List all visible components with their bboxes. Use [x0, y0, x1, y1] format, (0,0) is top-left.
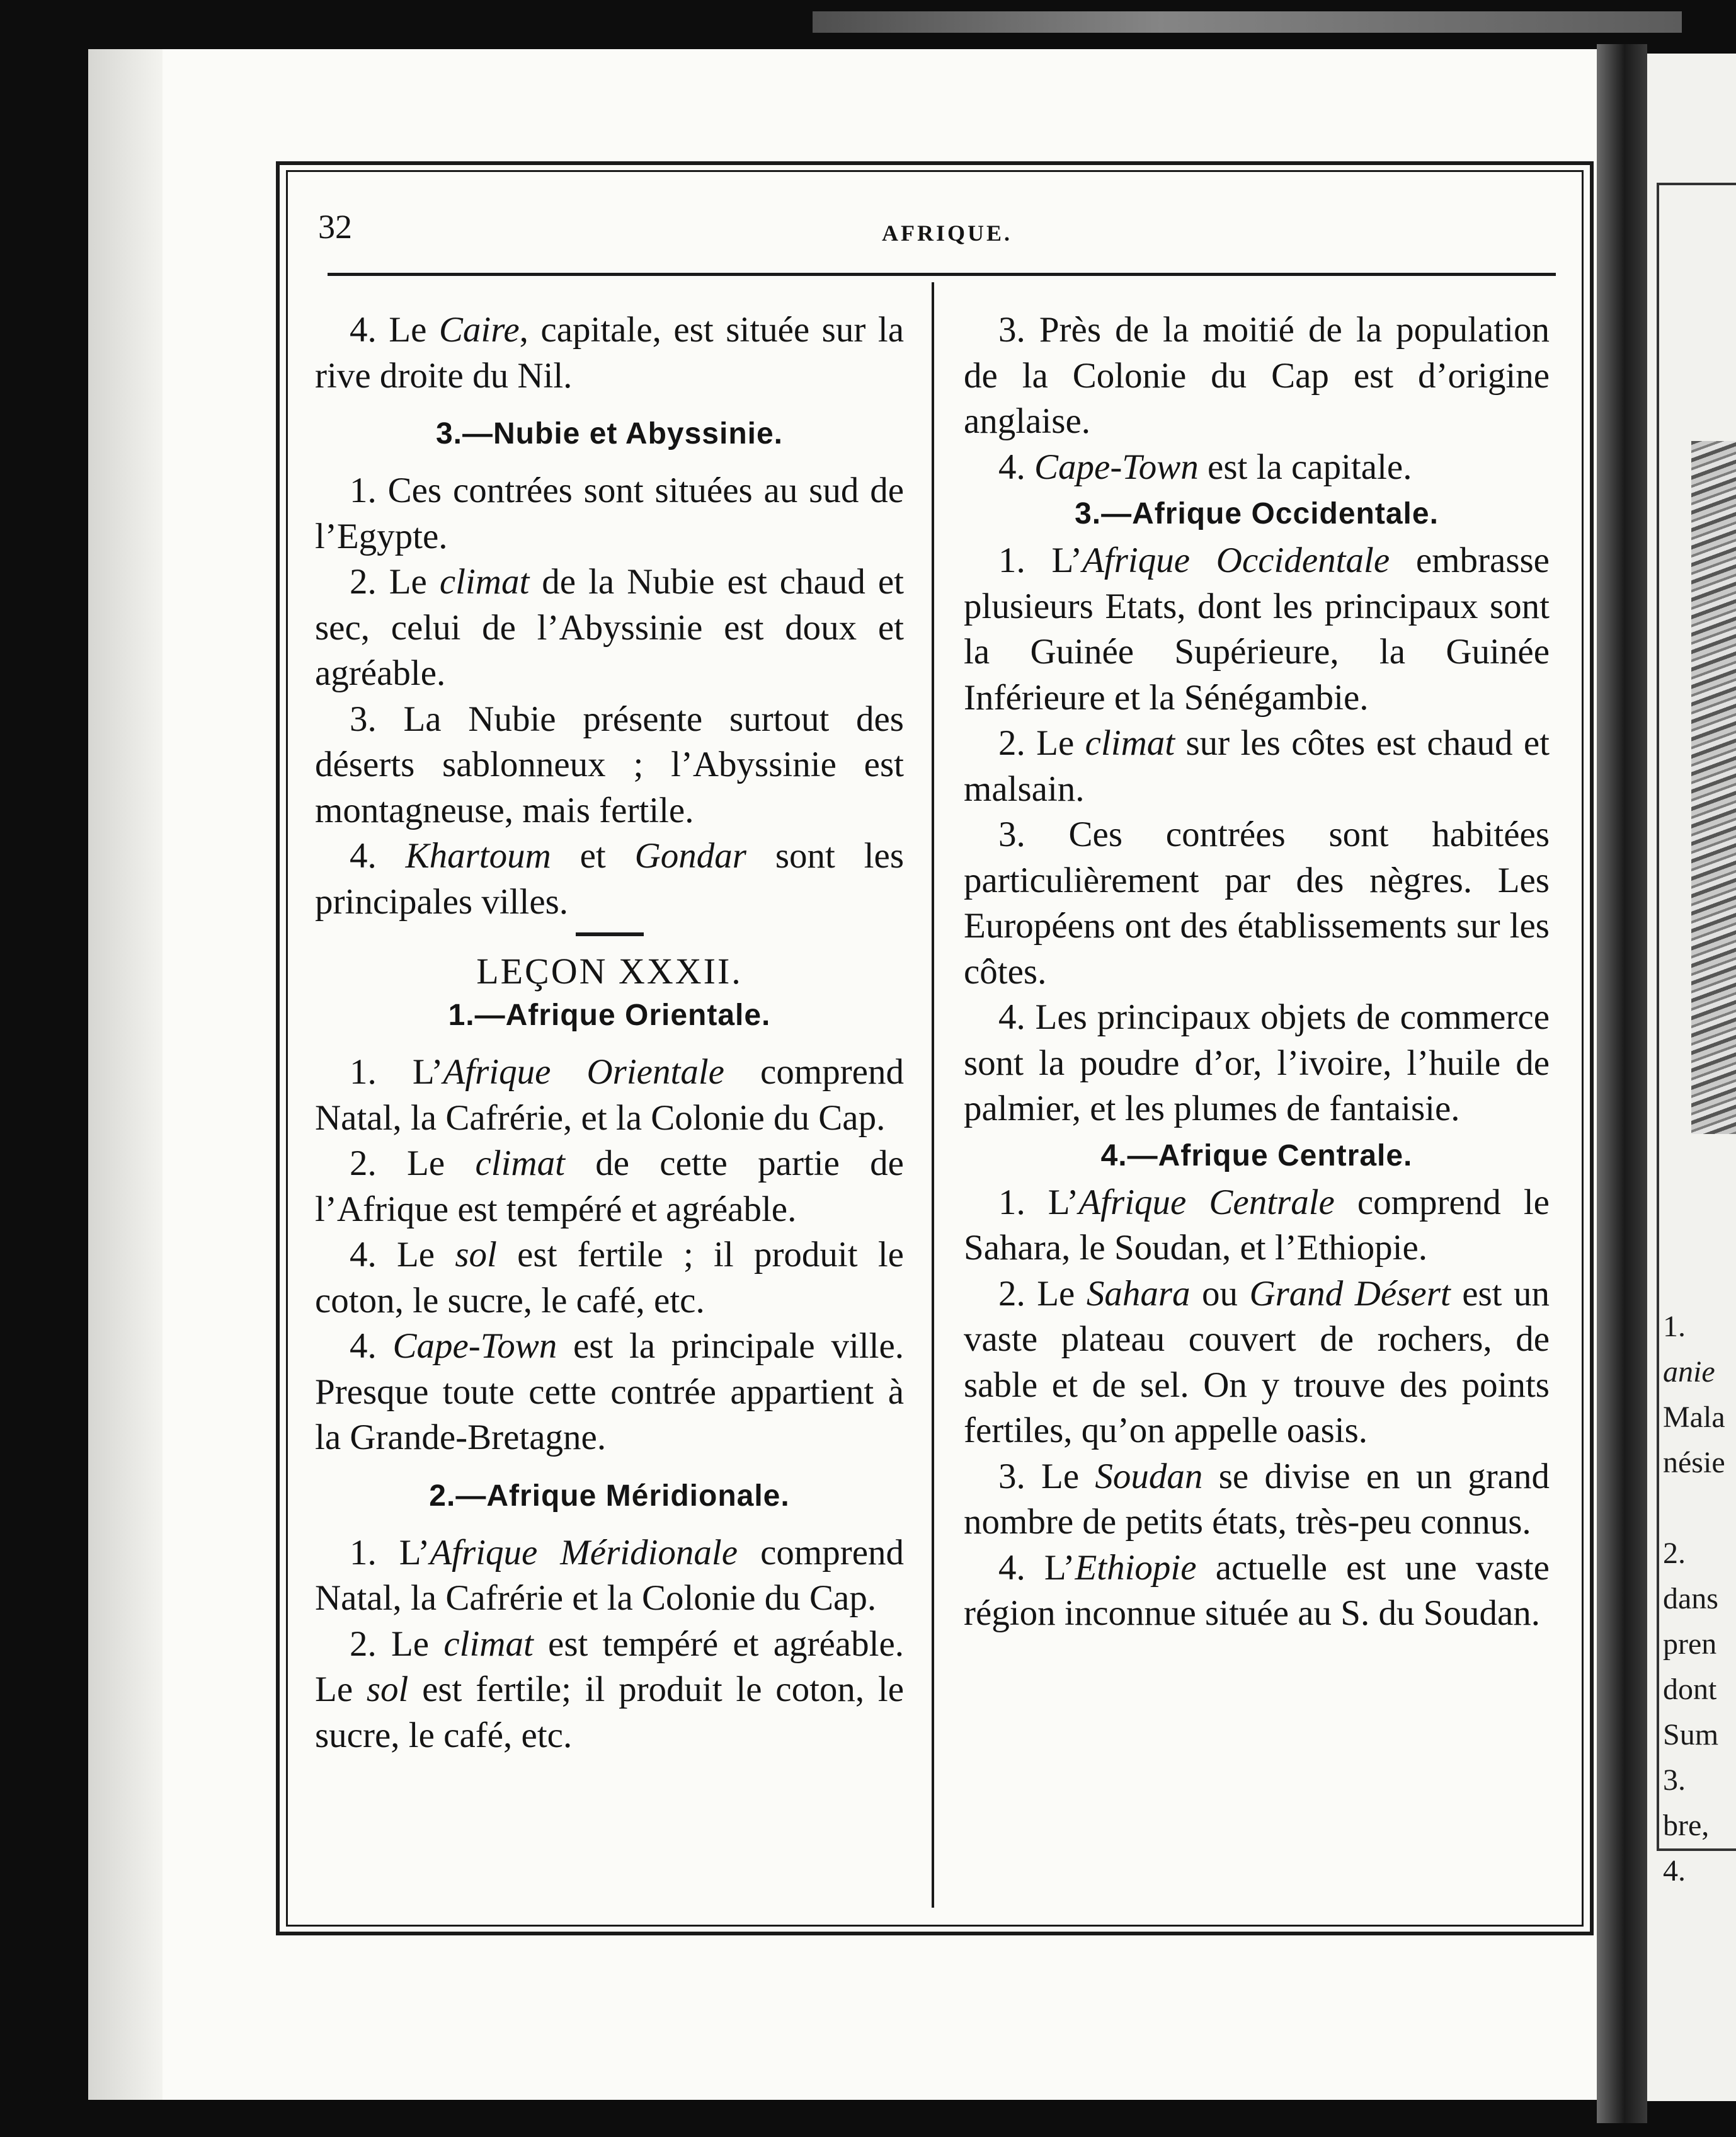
paragraph: 1. L’Afrique Méridionale comprend Natal, la Cafrérie et la Colonie du Cap. [315, 1532, 904, 1618]
paragraph: 4. Khartoum et Gondar sont les principales villes. [315, 836, 905, 922]
fragment-line: 4. [1663, 1854, 1686, 1888]
right-column [964, 307, 1550, 1637]
fragment-line [1663, 1486, 1736, 1531]
paragraph: 2. Le climat de la Nubie est chaud et sec, celui de l’Abyssinie est doux et agréable. [315, 562, 904, 693]
paragraph: 3. La Nubie présente surtout des déserts sablonneux ; l’Abyssinie est montagneuse, mais fertile. [315, 699, 904, 830]
fragment-line: 1. [1663, 1310, 1686, 1343]
fragment-line: nésie [1663, 1446, 1725, 1479]
lesson-rule [576, 932, 644, 936]
section-heading: 3.—Nubie et Abyssinie. [435, 417, 784, 450]
paragraph: 2. Le Sahara ou Grand Désert est un vaste plateau couvert de rochers, de sable et de sel. On y trouve des points fertiles, qu’on appelle oasis. [964, 1273, 1550, 1450]
book-gutter [1597, 44, 1647, 2123]
fragment-line: 2. [1663, 1537, 1686, 1570]
section-heading: 2.—Afrique Méridionale. [429, 1479, 790, 1513]
paragraph: 2. Le climat de cette partie de l’Afrique est tempéré et agréable. [315, 1143, 904, 1229]
facing-page-illustration [1691, 441, 1736, 1134]
paragraph: 4. Les principaux objets de commerce sont la poudre d’or, l’ivoire, l’huile de palmier, et les plumes de fantaisie. [964, 997, 1550, 1128]
paragraph: 1. L’Afrique Occidentale embrasse plusieurs Etats, dont les principaux sont la Guinée Supérieure, la Guinée Inférieure et la Sénégambie. [964, 541, 1550, 718]
fragment-line: 3. [1663, 1763, 1686, 1797]
paragraph: 2. Le climat sur les côtes est chaud et malsain. [964, 723, 1550, 809]
paragraph: 1. L’Afrique Orientale comprend Natal, la Cafrérie, et la Colonie du Cap. [315, 1052, 904, 1138]
column-divider [932, 282, 934, 1908]
fragment-line: Mala [1663, 1401, 1725, 1434]
running-head: AFRIQUE. [882, 221, 1013, 246]
paragraph: 4. Cape-Town est la capitale. [998, 447, 1412, 487]
paragraph: 1. Ces contrées sont situées au sud de l’Egypte. [315, 471, 904, 556]
paragraph: 2. Le climat est tempéré et agréable. Le sol est fertile; il produit le coton, le sucre, le café, etc. [315, 1624, 904, 1755]
paragraph: 4. Cape-Town est la principale ville. Presque toute cette contrée appartient à la Grande-Bretagne. [315, 1326, 905, 1457]
page-number: 32 [318, 208, 352, 246]
paragraph: 3. Près de la moitié de la population de la Colonie du Cap est d’origine anglaise. [964, 310, 1550, 441]
header-rule [328, 273, 1556, 276]
paragraph: 4. Le Caire, capitale, est située sur la rive droite du Nil. [315, 310, 904, 396]
fragment-line: bre, [1663, 1809, 1710, 1842]
paragraph: 3. Le Soudan se divise en un grand nombre de petits états, très-peu connus. [964, 1456, 1550, 1542]
fragment-line: dont [1663, 1673, 1717, 1706]
lesson-title: LEÇON XXXII. [476, 951, 743, 992]
section-heading: 4.—Afrique Centrale. [1100, 1138, 1413, 1172]
facing-page-text-fragments [1663, 1304, 1736, 1894]
fragment-line: anie [1663, 1355, 1715, 1389]
paragraph: 3. Ces contrées sont habitées particulièrement par des nègres. Les Européens ont des établissements sur les côtes. [964, 815, 1550, 992]
fragment-line: pren [1663, 1627, 1717, 1661]
scan-edge-streak [813, 11, 1682, 33]
paragraph: 4. Le sol est fertile ; il produit le coton, le sucre, le café, etc. [315, 1235, 904, 1321]
paragraph: 4. L’Ethiopie actuelle est une vaste région inconnue située au S. du Soudan. [964, 1547, 1550, 1633]
left-column [315, 307, 904, 1758]
section-heading: 1.—Afrique Orientale. [448, 999, 771, 1032]
fragment-line: dans [1663, 1582, 1718, 1615]
section-heading: 3.—Afrique Occidentale. [1075, 497, 1439, 530]
fragment-line: Sum [1663, 1718, 1719, 1751]
paragraph: 1. L’Afrique Centrale comprend le Sahara, le Soudan, et l’Ethiopie. [964, 1182, 1550, 1268]
